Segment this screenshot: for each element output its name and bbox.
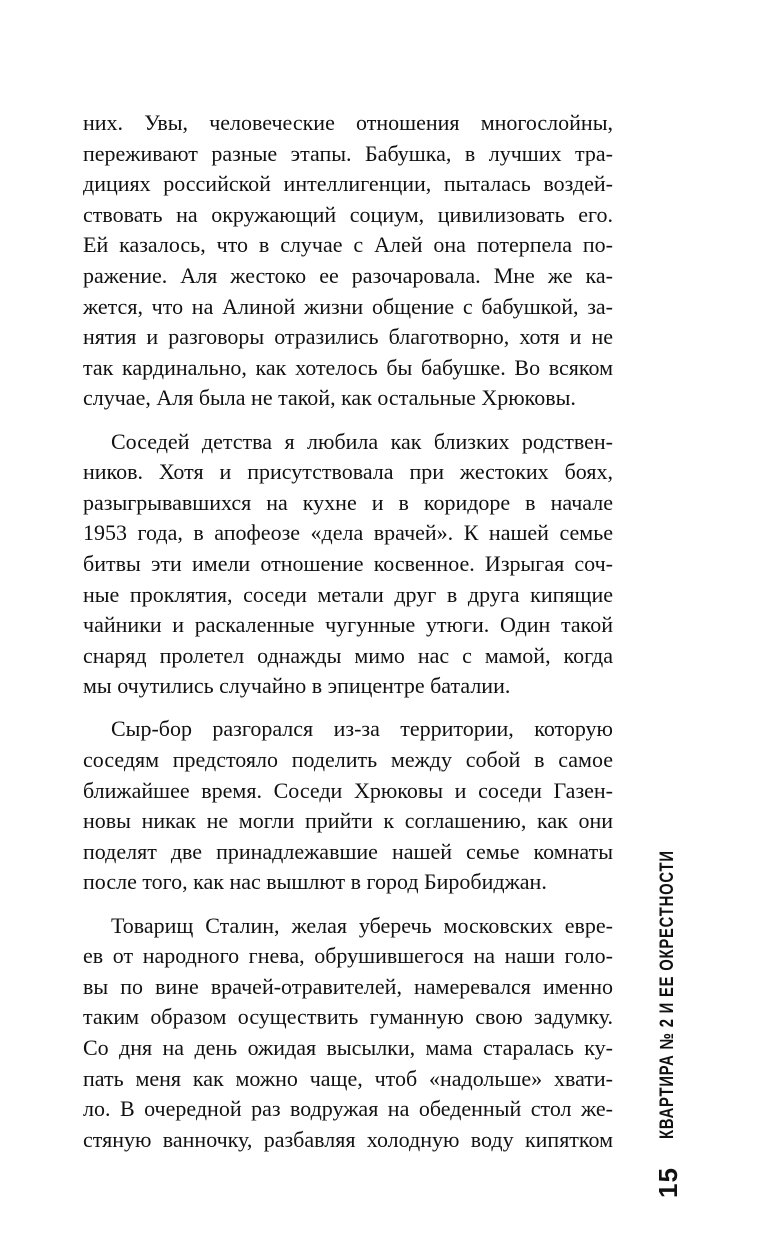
text-line: ближайшее время. Соседи Хрюковы и соседи Газен- [83,777,613,803]
text-line: ражение. Аля жестоко ее разочаровала. Мне же ка- [83,262,613,288]
text-line: ников. Хотя и присутствовала при жестоких боях, [83,459,613,485]
text-line: Со дня на день ожидая высылки, мама старалась ку- [83,1035,613,1060]
text-line: случае, Аля была не такой, как остальные Хрюковы. [83,385,576,411]
running-header-title: КВАРТИРА № 2 И ЕЕ ОКРЕСТНОСТИ [657,850,678,1140]
text-line: разыгрывавшихся на кухне и в коридоре в начале [83,489,613,515]
running-header [633,780,703,1200]
text-line: пать меня как можно чаще, чтоб «надольше» хвати- [83,1065,613,1091]
text-line: Сыр-бор разгорался из-за территории, которую [111,716,613,742]
text-line: снаряд пролетел однажды мимо нас с мамой, когда [83,642,613,668]
text-line: мы очутились случайно в эпицентре баталии. [83,673,511,699]
paragraph-2 [83,427,613,702]
text-line: ло. В очередной раз водружая на обеденный стол же- [83,1096,613,1122]
text-line: Соседей детства я любила как близких родствен- [111,428,613,454]
text-line: чайники и раскаленные чугунные утюги. Один такой [83,612,613,638]
paragraph-3 [83,714,613,898]
text-line: ствовать на окружающий социум, цивилизовать его. [83,201,613,227]
text-line: поделят две принадлежавшие нашей семье комнаты [83,838,613,864]
text-line: нятия и разговоры отразились благотворно, хотя и не [83,324,613,350]
text-line: жется, что на Алиной жизни общение с бабушкой, за- [83,293,613,319]
text-line: новы никак не могли прийти к соглашению, как они [83,808,613,834]
paragraph-4 [83,911,613,1156]
running-header-rotated [633,780,703,1200]
text-line: таким образом осуществить гуманную свою задумку. [83,1004,613,1030]
text-line: дициях российской интеллигенции, пыталась воздей- [83,171,613,197]
text-line: Ей казалось, что в случае с Алей она потерпела по- [83,232,613,258]
page-number: 15 [652,1167,683,1198]
paragraph-1 [83,108,613,414]
text-line: ные проклятия, соседи метали друг в друга кипящие [83,581,613,607]
text-line: 1953 года, в апофеозе «дела врачей». К нашей семье [83,520,613,546]
page-text [83,108,613,1155]
text-line: Товарищ Сталин, желая уберечь московских евре- [111,912,613,938]
text-line: переживают разные этапы. Бабушка, в лучших тра- [83,140,613,166]
text-line: стяную ванночку, разбавляя холодную воду кипятком [83,1126,613,1152]
text-line: них. Увы, человеческие отношения многослойны, [83,110,613,135]
text-line: битвы эти имели отношение косвенное. Изрыгая соч- [83,550,613,576]
text-line: так кардинально, как хотелось бы бабушке. Во всяком [83,354,613,380]
text-line: соседям предстояло поделить между собой в самое [83,747,613,773]
text-line: ев от народного гнева, обрушившегося на наши голо- [83,943,613,969]
text-line: вы по вине врачей-отравителей, намеревался именно [83,973,613,999]
text-line: после того, как нас вышлют в город Биробиджан. [83,869,547,895]
